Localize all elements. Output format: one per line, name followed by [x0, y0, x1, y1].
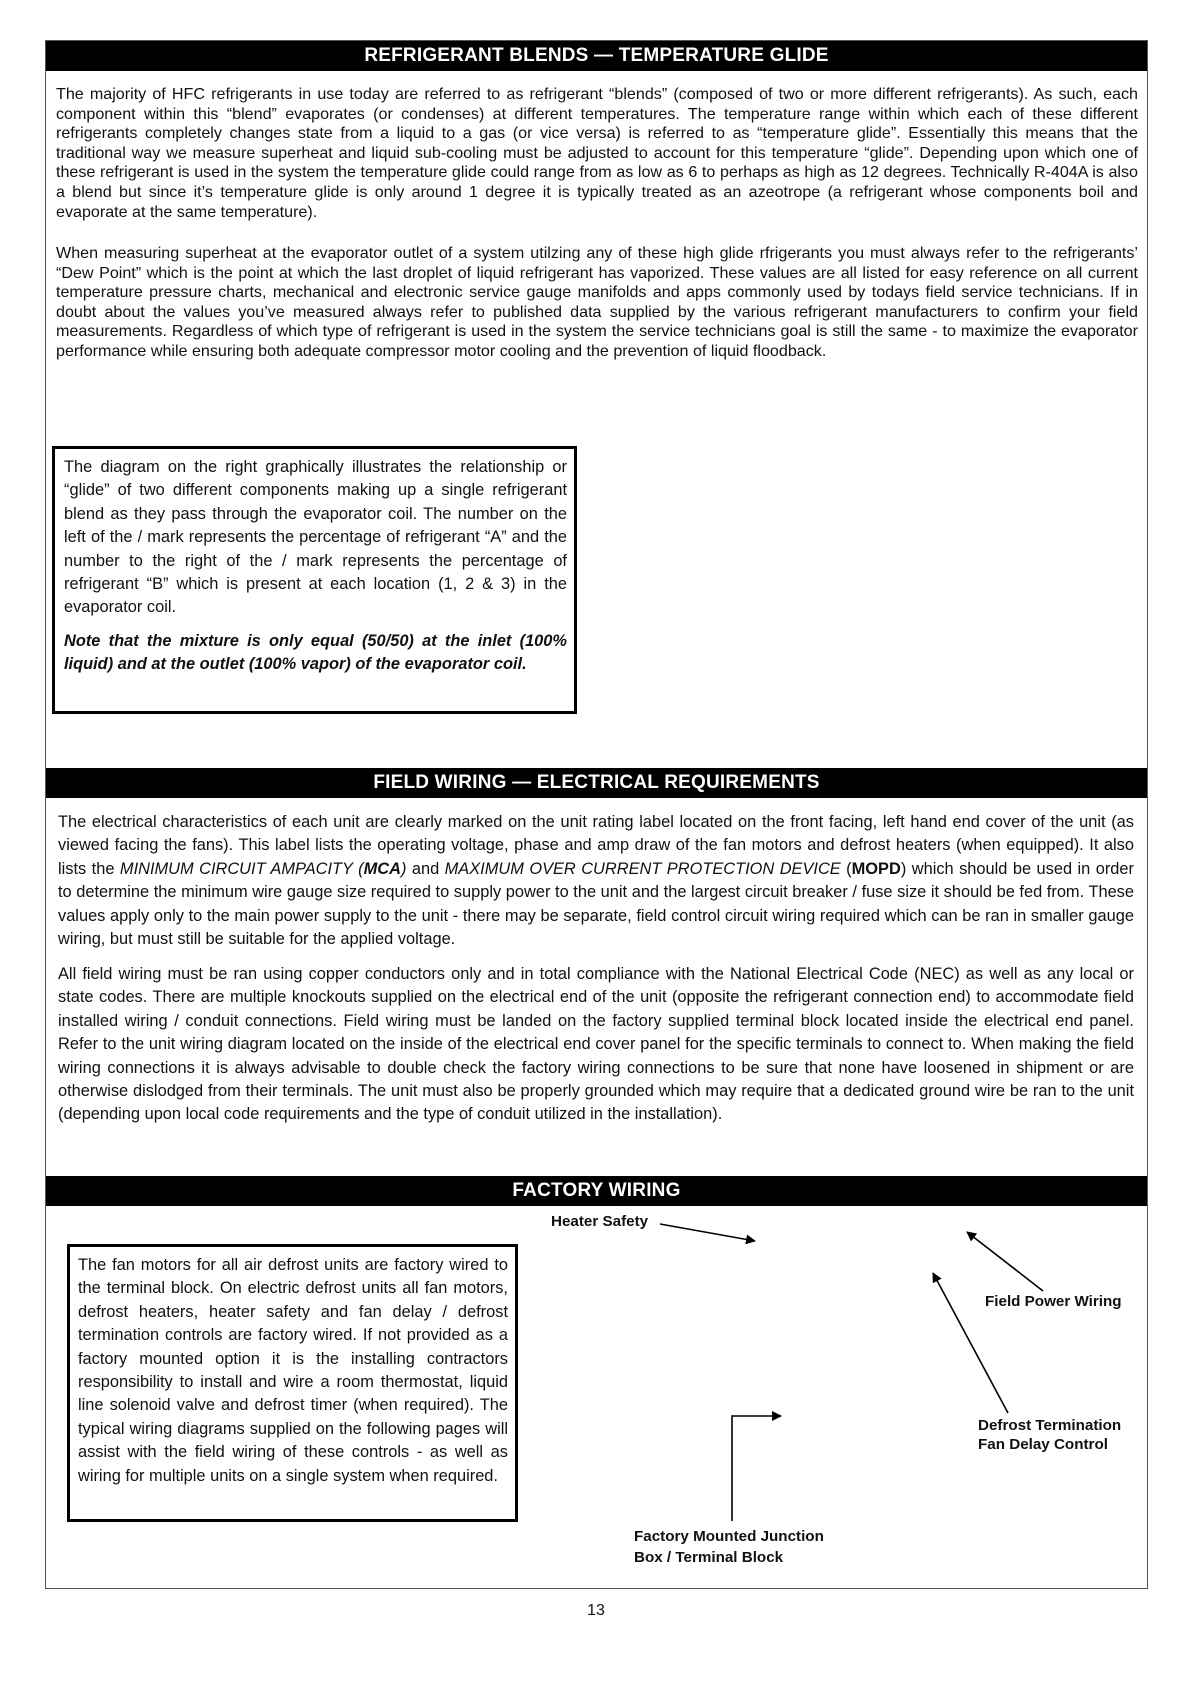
defrost-termination-line1: Defrost Termination	[978, 1417, 1122, 1434]
defrost-termination-label	[978, 1416, 1121, 1454]
mca-close: )	[400, 859, 407, 878]
factory-wiring-box-text: The fan motors for all air defrost units are factory wired to the terminal block. On electric defrost units all fan motors, defrost heaters, heater safety and fan delay / defrost termination controls are factory wired. If not provided as a factory mounted option it is the installing contractors responsibility to install and wire a room thermostat, liquid line solenoid valve and defrost timer (when required). The typical wiring diagrams supplied on the following pages will assist with the field wiring of these controls - as well as wiring for multiple units on a single system when required.	[78, 1256, 508, 1485]
mopd-label: MAXIMUM OVER CURRENT PROTECTION DEVICE	[444, 859, 841, 878]
glide-box-note: Note that the mixture is only equal (50/50) at the inlet (100% liquid) and at the outlet (100% vapor) of the evaporator coil.	[64, 631, 567, 674]
section-header-temperature-glide	[46, 41, 1147, 71]
mca-abbrev: MCA	[363, 859, 401, 878]
glide-box-text: The diagram on the right graphically illustrates the relationship or “glide” of two different components making up a single refrigerant blend as they pass through the evaporator coil. The number on the left of the / mark represents the percentage of refrigerant “A” and the number to the right of the / mark represents the percentage of refrigerant “B” which is present at each location (1, 2 & 3) in the evaporator coil.	[64, 458, 567, 617]
section-title: FACTORY WIRING	[512, 1180, 681, 1201]
field-wiring-text-2: ) which should be used in order to determine the minimum wire gauge size required to supply power to the unit and the largest circuit breaker / fuse size it should be fed from. These values apply only to the main power supply to the unit - there may be separate, field control circuit wiring required which can be ran in smaller gauge wiring, but must still be suitable for the applied voltage.	[58, 859, 1134, 949]
section-header-factory-wiring	[46, 1176, 1147, 1206]
heater-safety-label: Heater Safety	[551, 1213, 649, 1230]
mopd-open: (	[840, 859, 852, 878]
section-title: FIELD WIRING — ELECTRICAL REQUIREMENTS	[373, 772, 820, 793]
field-power-wiring-label: Field Power Wiring	[985, 1293, 1122, 1310]
glide-paragraph-1: The majority of HFC refrigerants in use today are referred to as refrigerant “blends” (composed of two or more different refrigerants). As such, each component within this “blend” evaporates (or condenses) at different temperatures. The temperature range within which each of these different refrigerants completely changes state from a liquid to a gas (or vice versa) is referred to as “temperature glide”. Essentially this means that the traditional way we measure superheat and liquid sub-cooling must be adjusted to account for this temperature “glide”. Depending upon which one of these refrigerant is used in the system the temperature glide could range from as low as 6 to perhaps as high as 12 degrees. Technically R-404A is also a blend but since it’s temperature glide is only around 1 degree it is typically treated as an azeotrope (a refrigerant whose components boil and evaporate at the same temperature).	[56, 85, 1138, 221]
glide-info-box	[52, 446, 577, 714]
page-number: 13	[587, 1602, 605, 1619]
junction-box-line2: Box / Terminal Block	[634, 1549, 784, 1566]
mca-label: MINIMUM CIRCUIT AMPACITY (	[119, 859, 364, 878]
factory-wiring-info-box	[67, 1244, 518, 1522]
junction-box-label	[634, 1526, 824, 1568]
section-header-field-wiring	[46, 768, 1147, 798]
field-wiring-paragraph-2: All field wiring must be ran using copper conductors only and in total compliance with the National Electrical Code (NEC) as well as any local or state codes. There are multiple knockouts supplied on the electrical end of the unit (opposite the refrigerant connection end) to accommodate field installed wiring / conduit connections. Field wiring must be landed on the factory supplied terminal block located inside the electrical end panel. Refer to the unit wiring diagram located on the inside of the electrical end cover panel for the specific terminals to connect to. When making the field wiring connections it is always advisable to double check the factory wiring connections to be sure that none have loosened in shipment or are otherwise dislodged from their terminals. The unit must also be properly grounded which may require that a dedicated ground wire be ran to the unit (depending upon local code requirements and the type of conduit utilized in the installation).	[58, 965, 1134, 1124]
junction-box-line1: Factory Mounted Junction	[634, 1528, 824, 1545]
mopd-abbrev: MOPD	[851, 859, 901, 878]
field-wiring-paragraph-1	[58, 811, 1134, 951]
field-wiring-text: The electrical characteristics of each unit are clearly marked on the unit rating label located on the front facing, left hand end cover of the unit (as viewed facing the fans). This label lists the operating voltage, phase and amp draw of the fan motors and defrost heaters (when equipped). It also lists the	[58, 813, 1134, 878]
defrost-termination-line2: Fan Delay Control	[978, 1436, 1108, 1453]
and-text: and	[406, 859, 445, 878]
section-title: REFRIGERANT BLENDS — TEMPERATURE GLIDE	[364, 45, 829, 66]
glide-paragraph-2: When measuring superheat at the evaporator outlet of a system utilzing any of these high glide rfrigerants you must always refer to the refrigerants’ “Dew Point” which is the point at which the last droplet of liquid refrigerant has vaporized. These values are all listed for easy reference on all current temperature pressure charts, mechanical and electronic service gauge manifolds and apps commonly used by todays field service technicians. If in doubt about the values you’ve measured always refer to published data supplied by the various refrigerant manufacturers to confirm your field measurements. Regardless of which type of refrigerant is used in the system the service technicians goal is still the same - to maximize the evaporator performance while ensuring both adequate compressor motor cooling and the prevention of liquid floodback.	[56, 244, 1138, 360]
